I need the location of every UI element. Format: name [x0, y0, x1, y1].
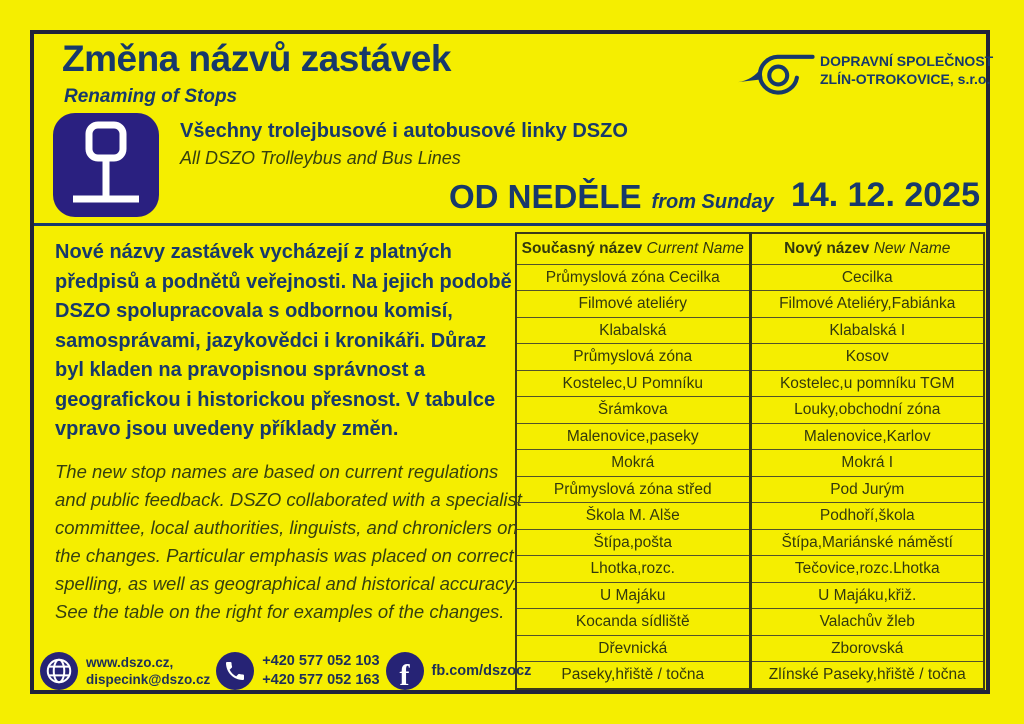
table-row	[516, 291, 984, 317]
current-name-cell: Mokrá	[516, 450, 750, 476]
paragraph-english: The new stop names are based on current regulations and public feedback. DSZO collaborated with a specialist committee, local authorities, linguists, and chroniclers on the changes. Particular emphasis was placed on correct spelling, as well as geographical and historical accuracy. See the table on the right for examples of the changes.	[55, 461, 522, 622]
page-subtitle: Renaming of Stops	[64, 86, 238, 107]
new-name-cell: Podhoří,škola	[750, 503, 984, 529]
effective-from-en: from Sunday	[651, 191, 774, 213]
current-name-header-en: Current Name	[646, 240, 744, 257]
new-name-cell: Zborovská	[750, 635, 984, 661]
effective-from-cs: OD NEDĚLE	[449, 178, 642, 215]
table-row	[516, 635, 984, 661]
table-row	[516, 423, 984, 449]
table-row	[516, 450, 984, 476]
current-name-cell: Kocanda sídliště	[516, 609, 750, 635]
current-name-cell: Průmyslová zóna	[516, 344, 750, 370]
facebook-address: fb.com/dszocz	[431, 662, 532, 679]
current-name-cell: Průmyslová zóna Cecilka	[516, 265, 750, 291]
current-name-cell: U Majáku	[516, 582, 750, 608]
current-name-cell: Paseky,hřiště / točna	[516, 662, 750, 689]
header-divider-rule	[34, 223, 986, 226]
new-name-cell: Louky,obchodní zóna	[750, 397, 984, 423]
current-name-cell: Škola M. Alše	[516, 503, 750, 529]
table-row	[516, 397, 984, 423]
bus-stop-icon	[53, 113, 159, 217]
new-name-cell: Štípa,Mariánské náměstí	[750, 529, 984, 555]
table-row	[516, 370, 984, 396]
paragraph-czech: Nové názvy zastávek vycházejí z platných předpisů a podnětů veřejnosti. Na jejich podobě DSZO spolupracovala s odbornou komisí, samosprávami, jazykovědci i kronikáři. Důraz byl kladen na pravopisnou správnost a geografickou i historickou přesnost. V tabulce vpravo jsou uvedeny příklady změn.	[55, 241, 512, 440]
phone-number-2: +420 577 052 163	[262, 672, 380, 688]
new-name-cell: Klabalská I	[750, 317, 984, 343]
current-name-header	[516, 233, 750, 265]
web-contact	[86, 654, 210, 688]
table-row	[516, 317, 984, 343]
new-name-cell: Pod Jurým	[750, 476, 984, 502]
all-lines-label-en: All DSZO Trolleybus and Bus Lines	[180, 148, 461, 168]
new-name-cell: Filmové Ateliéry,Fabiánka	[750, 291, 984, 317]
facebook-icon	[386, 652, 424, 690]
table-row	[516, 582, 984, 608]
company-name-line2: ZLÍN-OTROKOVICE, s.r.o.	[820, 71, 991, 87]
dszo-logo-icon	[735, 44, 817, 98]
table-row	[516, 662, 984, 689]
new-name-cell: Malenovice,Karlov	[750, 423, 984, 449]
phone-number-1: +420 577 052 103	[262, 653, 380, 669]
table-row	[516, 265, 984, 291]
current-name-cell: Klabalská	[516, 317, 750, 343]
effective-date: 14. 12. 2025	[790, 176, 980, 214]
current-name-cell: Štípa,pošta	[516, 529, 750, 555]
phone-icon	[216, 652, 254, 690]
new-name-header	[750, 233, 984, 265]
new-name-cell: U Majáku,křiž.	[750, 582, 984, 608]
new-name-cell: Kosov	[750, 344, 984, 370]
current-name-cell: Dřevnická	[516, 635, 750, 661]
current-name-cell: Průmyslová zóna střed	[516, 476, 750, 502]
globe-icon	[40, 652, 78, 690]
current-name-cell: Lhotka,rozc.	[516, 556, 750, 582]
table-row	[516, 529, 984, 555]
current-name-cell: Kostelec,U Pomníku	[516, 370, 750, 396]
current-name-cell: Filmové ateliéry	[516, 291, 750, 317]
web-address: www.dszo.cz,	[86, 655, 174, 670]
table-row	[516, 476, 984, 502]
new-name-cell: Mokrá I	[750, 450, 984, 476]
new-name-header-cs: Nový název	[784, 240, 870, 257]
stops-rename-table	[515, 232, 985, 690]
company-name-line1: DOPRAVNÍ SPOLEČNOST	[820, 53, 994, 69]
new-name-cell: Kostelec,u pomníku TGM	[750, 370, 984, 396]
new-name-cell: Valachův žleb	[750, 609, 984, 635]
new-name-header-en: New Name	[873, 240, 951, 257]
stops-table-body	[516, 265, 984, 690]
facebook-f-glyph: f	[399, 658, 410, 692]
current-name-header-cs: Současný název	[521, 240, 643, 257]
all-lines-label-cs: Všechny trolejbusové i autobusové linky DSZO	[180, 120, 628, 142]
new-name-cell: Cecilka	[750, 265, 984, 291]
table-row	[516, 609, 984, 635]
effective-from	[449, 178, 774, 216]
stops-table-header	[516, 233, 984, 265]
page-title: Změna názvů zastávek	[62, 38, 451, 79]
table-row	[516, 556, 984, 582]
email-address: dispecink@dszo.cz	[86, 672, 211, 687]
current-name-cell: Šrámkova	[516, 397, 750, 423]
company-name	[820, 52, 993, 88]
contact-footer	[40, 650, 532, 692]
phone-contact	[262, 652, 379, 690]
current-name-cell: Malenovice,paseky	[516, 423, 750, 449]
table-row	[516, 503, 984, 529]
new-name-cell: Tečovice,rozc.Lhotka	[750, 556, 984, 582]
table-row	[516, 344, 984, 370]
new-name-cell: Zlínské Paseky,hřiště / točna	[750, 662, 984, 689]
